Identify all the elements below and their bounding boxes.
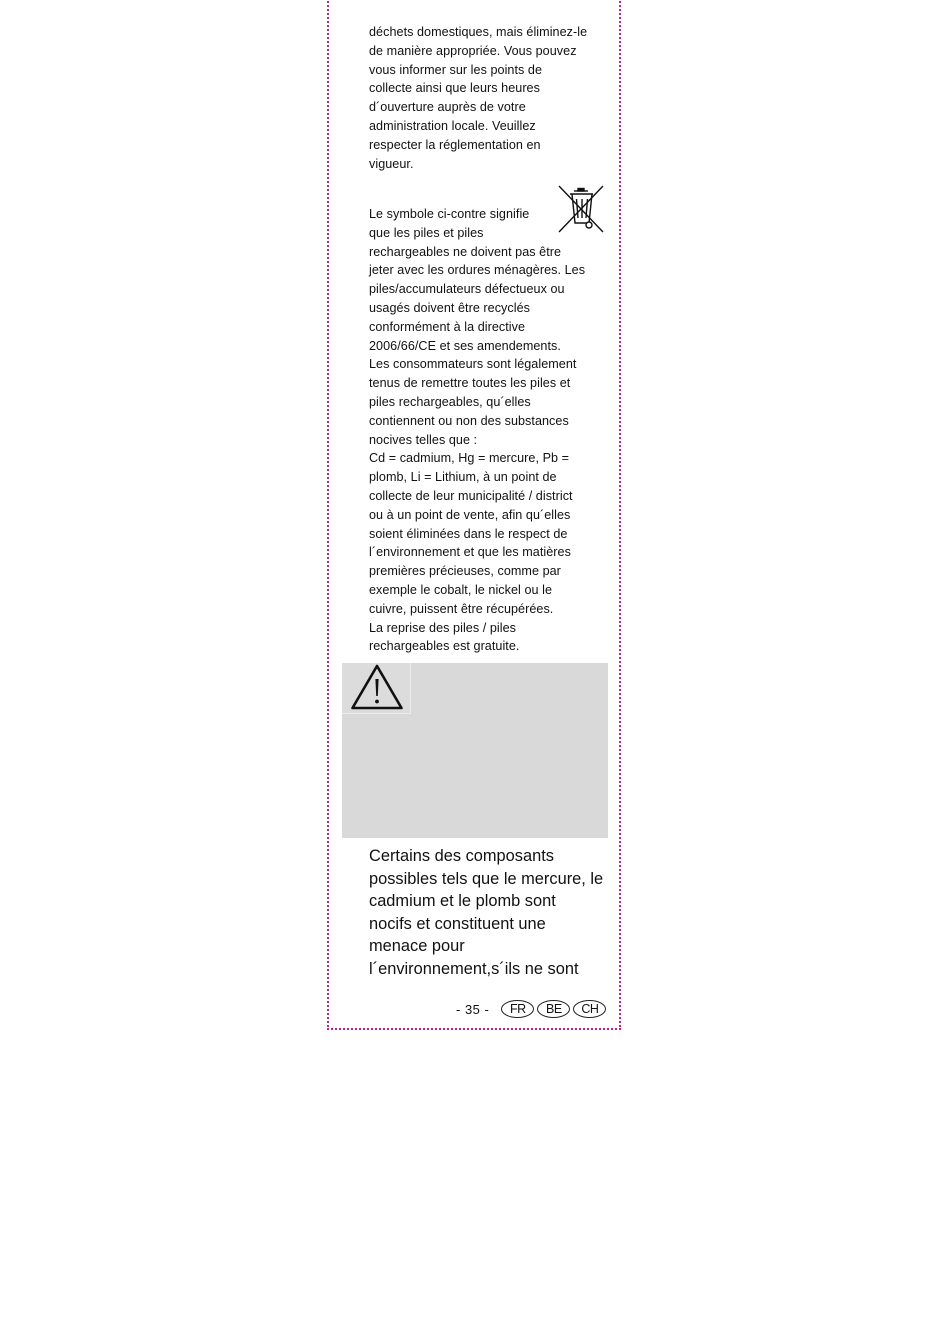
text-line: déchets domestiques, mais éliminez-le — [369, 25, 588, 39]
text-line: menace pour — [369, 937, 465, 956]
text-line: plomb, Li = Lithium, à un point de — [369, 470, 557, 485]
text-line: l´environnement et que les matières — [369, 545, 571, 560]
text-line: Le symbole ci-contre signifie — [369, 207, 530, 221]
text-line: usagés doivent être recyclés — [369, 300, 531, 315]
text-line: nocifs et constituent une — [369, 914, 546, 933]
text-line: Cd = cadmium, Hg = mercure, Pb = — [369, 451, 570, 466]
page-number: - 35 - — [456, 1001, 490, 1017]
text-line: possibles tels que le mercure, le — [369, 869, 604, 888]
text-line: collecte ainsi que leurs heures — [369, 81, 540, 96]
text-line: respecter la réglementation en — [369, 137, 541, 152]
text-line: de manière appropriée. Vous pouvez — [369, 43, 577, 58]
battery-disposal-paragraph — [369, 205, 607, 656]
country-badge-ch: CH — [573, 1000, 606, 1018]
text-line: vous informer sur les points de — [369, 62, 543, 77]
warning-icon-cell — [342, 663, 411, 714]
text-line: 2006/66/CE et ses amendements. — [369, 338, 561, 353]
text-line: administration locale. Veuillez — [369, 118, 536, 133]
disposal-paragraph — [369, 23, 607, 173]
text-line: l´environnement,s´ils ne sont — [369, 959, 579, 978]
text-line: Les consommateurs sont légalement — [369, 357, 577, 372]
text-line: conformément à la directive — [369, 319, 526, 334]
text-line: cadmium et le plomb sont — [369, 892, 556, 911]
text-line: d´ouverture auprès de votre — [369, 100, 526, 115]
warning-triangle-icon — [350, 663, 404, 711]
text-line: Certains des composants — [369, 847, 554, 865]
text-line: soient éliminées dans le respect de — [369, 526, 568, 541]
text-line: cuivre, puissent être récupérées. — [369, 601, 554, 616]
text-line: jeter avec les ordures ménagères. Les — [369, 263, 586, 278]
text-line: rechargeables ne doivent pas être — [369, 244, 562, 259]
page-footer — [456, 999, 609, 1019]
text-line: exemple le cobalt, le nickel ou le — [369, 582, 553, 597]
text-line: vigueur. — [369, 156, 414, 171]
country-badge-fr: FR — [501, 1000, 534, 1018]
text-line: ou à un point de vente, afin qu´elles — [369, 507, 571, 522]
text-line: que les piles et piles — [369, 225, 484, 240]
warning-box — [342, 663, 608, 838]
text-line: rechargeables est gratuite. — [369, 639, 520, 654]
text-line: premières précieuses, comme par — [369, 564, 561, 579]
text-line: piles/accumulateurs défectueux ou — [369, 282, 565, 297]
text-line: contiennent ou non des substances — [369, 413, 569, 428]
text-line: tenus de remettre toutes les piles et — [369, 376, 571, 391]
text-line: collecte de leur municipalité / district — [369, 488, 573, 503]
text-line: nocives telles que : — [369, 432, 478, 447]
text-line: piles rechargeables, qu´elles — [369, 394, 531, 409]
text-line: La reprise des piles / piles — [369, 620, 517, 635]
hazard-paragraph — [369, 845, 614, 981]
country-badge-be: BE — [537, 1000, 570, 1018]
